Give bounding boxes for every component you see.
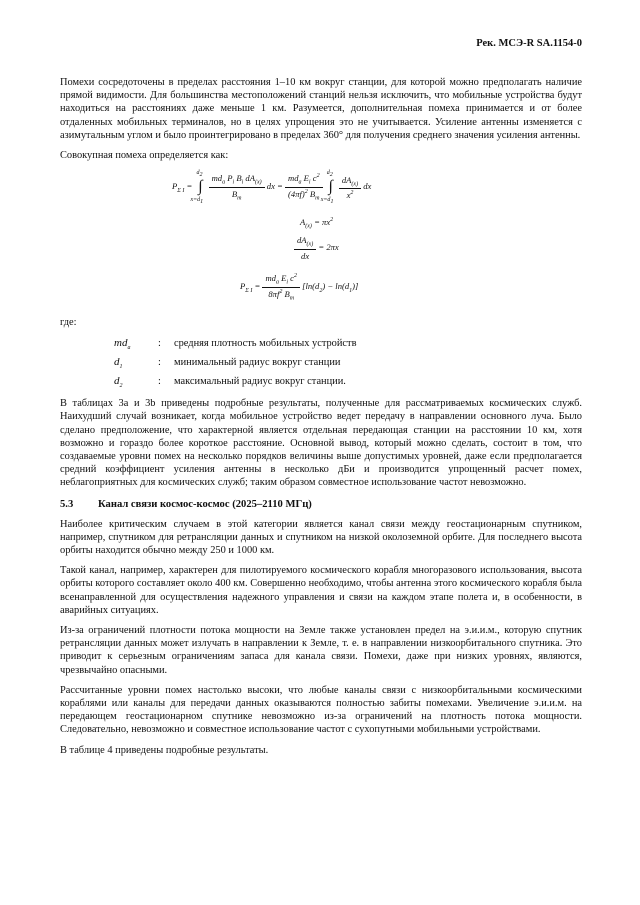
equation-block bbox=[60, 169, 582, 313]
paragraph-5: Такой канал, например, характерен для пилотируемого космического корабля многоразового использования, высота орбиты которого составляет около 400 км. Совершенно необходимо, чтобы антенна этого космического корабля была всенаправленной для осуществления надежного управления и связи на каждом этапе полета и, в особенности, в аварийных ситуациях. bbox=[60, 565, 582, 616]
where-label: где: bbox=[60, 317, 77, 329]
definition-text: минимальный радиус вокруг станции bbox=[174, 357, 341, 369]
section-heading bbox=[60, 499, 582, 510]
definition-item: $md_a$ : средняя плотность мобильных устройств bbox=[114, 336, 357, 351]
definition-text: средняя плотность мобильных устройств bbox=[174, 338, 357, 350]
paragraph-4: Наиболее критическим случаем в этой категории является канал связи между геостационарным спутником, например, спутником для ретрансляции данных и спутником на низкой околоземной орбите. Для последнего высота орбиты находится обычно между 250 и 1000 км. bbox=[60, 518, 582, 557]
definition-symbol: $md_a$ bbox=[114, 336, 131, 351]
paragraph-6: Из-за ограничений плотности потока мощности на Земле также установлен предел на э.и.и.м., которую спутник ретрансляции данных может излучать в направлении к Земле, т. е. в направлении низкоорбитального спутника. Это приводит к серьезным ограничениям запаса для канала связи. Помехи, даже при низких уровнях, являются, чрезвычайно опасными. bbox=[60, 625, 582, 676]
definition-symbol: $d_1$ bbox=[114, 355, 123, 370]
equation-integral: $P_{\Sigma I}$ = ∫ $d_2$ $x=d_1$ $\frac{md_a P_i B_i dA_{(x)}}{B_m}$ dx = $\frac{md_a E_i c^2}{(4\pi f)^2 B_m}$ ∫ $d_2$ $x=d_1$ $\frac{dA_{(x)}}{x^2}$ dx bbox=[172, 170, 372, 206]
page-header: Рек. МСЭ-R SA.1154-0 bbox=[476, 38, 582, 49]
paragraph-3: В таблицах 3а и 3b приведены подробные результаты, полученные для рассматриваемых космических служб. Наихудший случай возникает, когда мобильное устройство ведет передачу в направлении основного луча. Было сделано предположение, что характерной является отдельная передающая станции на расстоянии 10 км, хотя возможно и гораздо более короткое расстояние. Основной вывод, который можно сделать, состоит в том, что создаваемые уровни помех на несколько порядков величины выше допустимых уровней, даже если предполагается средний коэффициент усиления антенны в несколько дБи и производится упрощенный расчет помех, неблагоприятных для космических служб; таким образом совместное использование частот невозможно. bbox=[60, 398, 582, 489]
definition-item: $d_1$ : минимальный радиус вокруг станции bbox=[114, 355, 341, 370]
definition-symbol: $d_2$ bbox=[114, 374, 123, 389]
equation-area: $A_{(x)} = \pi x^2$ bbox=[300, 217, 334, 230]
equation-result: $P_{\Sigma I}$ = $\frac{md_a E_i c^2}{8\pi f^2 B_m}$ $[\ln(d_2) - \ln(d_1)]$ bbox=[240, 273, 359, 302]
paragraph-8: В таблице 4 приведены подробные результаты. bbox=[60, 744, 269, 756]
section-title: Канал связи космос-космос (2025–2110 МГц) bbox=[98, 498, 312, 510]
definitions-list bbox=[114, 334, 582, 391]
definition-text: максимальный радиус вокруг станции. bbox=[174, 376, 346, 388]
equation-derivative: $\frac{dA_{(x)}}{dx}$ = 2πx bbox=[294, 235, 339, 261]
paragraph-1: Помехи сосредоточены в пределах расстояния 1–10 км вокруг станции, для которой можно предполагать наличие прямой видимости. Для большинства местоположений станций нельзя исключить, что мобильные устройства будут находиться на расстояниях даже меньше 1 км. Разумеется, дополнительная помеха принимается и от более отдаленных мобильных терминалов, но в целях упрощения это не учитывается. Усиление антенны изменяется с азимутальным углом и было проинтегрировано в пределах 360° для получения среднего значения усиления антенны. bbox=[60, 77, 582, 141]
paragraph-7: Рассчитанные уровни помех настолько высоки, что любые каналы связи с низкоорбитальными космическими кораблями или каналы для передачи данных оказываются полностью забиты помехами. Увеличение э.и.и.м. на передающем геостационарном спутнике невозможно из-за ограничений на плотность потока мощности. Следовательно, невозможно и совместное использование частот с сухопутными мобильными устройствами. bbox=[60, 684, 582, 736]
page-content bbox=[60, 76, 582, 764]
section-number: 5.3 bbox=[60, 498, 74, 510]
paragraph-2: Совокупная помеха определяется как: bbox=[60, 150, 229, 162]
definition-item: $d_2$ : максимальный радиус вокруг станции. bbox=[114, 374, 346, 389]
